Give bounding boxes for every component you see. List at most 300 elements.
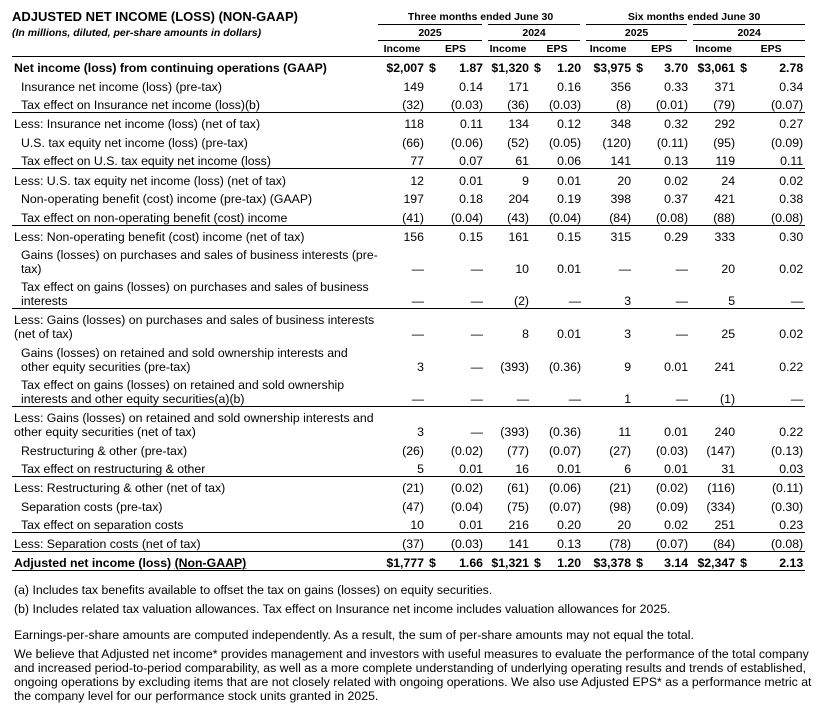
income-value: 16 xyxy=(515,462,529,477)
eps-value: 0.02 xyxy=(642,169,690,188)
eps-value: 0.38 xyxy=(779,192,804,207)
row-label: Tax effect on Insurance net income (loss)(b) xyxy=(21,97,260,112)
eps-currency-symbol xyxy=(531,206,540,225)
eps-value: — xyxy=(790,294,804,309)
table-row xyxy=(12,533,805,552)
eps-value: 0.15 xyxy=(435,225,485,244)
eps-currency-symbol xyxy=(531,169,540,188)
income-value: (120) xyxy=(602,135,632,150)
income-value: $1,321 xyxy=(485,552,531,571)
eps-value: 0.27 xyxy=(746,112,805,131)
eps-currency-symbol xyxy=(633,94,642,113)
eps-currency-symbol xyxy=(633,309,642,342)
eps-currency-symbol xyxy=(633,341,642,374)
eps-currency-symbol xyxy=(633,75,642,94)
income-value: 3 xyxy=(417,359,424,374)
eps-value: 0.03 xyxy=(779,462,804,477)
income-value: 171 xyxy=(508,79,529,94)
eps-value: 0.18 xyxy=(459,192,483,207)
eps-currency-symbol xyxy=(531,244,540,277)
eps-currency-symbol xyxy=(531,75,540,94)
eps-currency-symbol xyxy=(737,225,746,244)
eps-value: (0.04) xyxy=(450,210,483,225)
income-value: (26) xyxy=(402,443,424,458)
eps-value: 0.14 xyxy=(459,79,483,94)
income-value: $1,320 xyxy=(485,56,531,75)
income-value: 3 xyxy=(583,309,633,342)
income-value: (98) xyxy=(609,500,632,515)
eps-currency-symbol xyxy=(737,244,746,277)
eps-currency-symbol xyxy=(737,276,746,309)
eps-currency-symbol xyxy=(737,477,746,496)
row-label: Less: Restructuring & other (net of tax) xyxy=(12,477,378,496)
eps-value: 0.02 xyxy=(746,169,805,188)
eps-value: 0.01 xyxy=(459,462,483,477)
belief-statement: We believe that Adjusted net income* provides management and investors with useful measures to evaluate the performance of the total company and increased period-to-period comparability, as well as a more complete understanding of underlying operating results and trends of established, ongoing operations by excluding items that are not closely related with ongoing operations. We also use Adjusted EPS* as a performance metric at the company level for our performance stock units granted in 2025. xyxy=(14,647,812,703)
eps-currency-symbol xyxy=(426,341,435,374)
eps-currency-symbol xyxy=(531,458,540,477)
row-label: Tax effect on gains (losses) on retained and sold ownership interests and other equity securities(a)(b) xyxy=(21,377,345,406)
eps-value: — xyxy=(435,309,485,342)
eps-currency-symbol: $ xyxy=(531,552,540,571)
adjusted-net-income-table xyxy=(12,8,805,571)
income-value: 356 xyxy=(610,79,632,94)
eps-currency-symbol xyxy=(426,75,435,94)
income-value: (393) xyxy=(500,359,529,374)
eps-value: 0.13 xyxy=(540,533,583,552)
table-row xyxy=(12,112,805,131)
eps-currency-symbol: $ xyxy=(531,56,540,75)
eps-value: 0.01 xyxy=(642,406,690,439)
eps-currency-symbol xyxy=(633,406,642,439)
footnotes xyxy=(14,583,814,703)
eps-currency-symbol xyxy=(531,477,540,496)
eps-value: (0.36) xyxy=(540,406,583,439)
income-value: 24 xyxy=(690,169,737,188)
eps-value: 1.20 xyxy=(540,552,583,571)
income-value: 333 xyxy=(690,225,737,244)
row-label: Tax effect on non-operating benefit (cost) income xyxy=(21,210,288,225)
income-value: 10 xyxy=(410,518,424,533)
income-value: (88) xyxy=(713,210,736,225)
table-row xyxy=(12,150,805,169)
eps-value: — xyxy=(470,262,483,277)
income-value: 241 xyxy=(714,359,736,374)
eps-value: (0.07) xyxy=(771,97,804,112)
income-value: 8 xyxy=(485,309,531,342)
table-row xyxy=(12,169,805,188)
table-subtitle: (In millions, diluted, per-share amounts in dollars) xyxy=(12,27,262,39)
table-row xyxy=(12,514,805,533)
eps-currency-symbol xyxy=(737,206,746,225)
eps-value: 0.33 xyxy=(664,79,689,94)
eps-value: 0.01 xyxy=(540,169,583,188)
income-value: (47) xyxy=(402,500,424,515)
income-value: 31 xyxy=(721,462,736,477)
eps-value: 0.02 xyxy=(779,262,804,277)
eps-value: 0.01 xyxy=(459,518,483,533)
income-value: (66) xyxy=(402,135,424,150)
column-header-income: Income xyxy=(489,42,527,55)
eps-value: — xyxy=(568,294,582,309)
row-label: Gains (losses) on retained and sold ownership interests and other equity securities (pre-tax) xyxy=(21,345,348,374)
eps-currency-symbol xyxy=(633,276,642,309)
eps-value: 0.34 xyxy=(779,79,804,94)
income-value: (78) xyxy=(583,533,633,552)
eps-currency-symbol xyxy=(633,533,642,552)
row-label: Tax effect on U.S. tax equity net income (loss) xyxy=(21,154,271,169)
income-value: 421 xyxy=(714,192,736,207)
row-label: Net income (loss) from continuing operations (GAAP) xyxy=(12,56,378,75)
table-row xyxy=(12,477,805,496)
income-value: 5 xyxy=(417,462,424,477)
eps-value: 0.02 xyxy=(664,518,689,533)
table-row xyxy=(12,309,805,342)
eps-currency-symbol xyxy=(426,150,435,169)
eps-value: (0.07) xyxy=(642,533,690,552)
income-value: 10 xyxy=(515,262,529,277)
eps-currency-symbol xyxy=(737,514,746,533)
income-value: 6 xyxy=(624,462,632,477)
table-row xyxy=(12,56,805,75)
income-value: 5 xyxy=(728,294,736,309)
income-value: 9 xyxy=(485,169,531,188)
eps-value: (0.03) xyxy=(548,97,582,112)
eps-value: 0.30 xyxy=(746,225,805,244)
income-value: (147) xyxy=(706,443,736,458)
eps-value: (0.11) xyxy=(746,477,805,496)
eps-currency-symbol xyxy=(426,206,435,225)
eps-value: 0.11 xyxy=(435,112,485,131)
eps-value: — xyxy=(470,294,483,309)
row-label: Less: Separation costs (net of tax) xyxy=(12,533,378,552)
eps-value: (0.04) xyxy=(450,500,483,515)
table-row xyxy=(12,406,805,439)
eps-currency-symbol xyxy=(426,514,435,533)
eps-value: (0.08) xyxy=(746,533,805,552)
eps-value: (0.01) xyxy=(655,97,689,112)
income-value: (77) xyxy=(507,443,529,458)
year-header: 2024 xyxy=(690,24,805,40)
eps-currency-symbol xyxy=(633,458,642,477)
eps-currency-symbol xyxy=(633,225,642,244)
eps-currency-symbol: $ xyxy=(737,56,746,75)
eps-value: — xyxy=(470,391,483,406)
eps-currency-symbol xyxy=(426,495,435,514)
row-label-underlined: (Non-GAAP) xyxy=(174,556,247,571)
eps-value: 0.01 xyxy=(557,462,582,477)
income-value: $3,975 xyxy=(583,56,633,75)
table-row xyxy=(12,206,805,225)
eps-currency-symbol xyxy=(426,169,435,188)
eps-value: (0.30) xyxy=(771,500,804,515)
row-label: Less: U.S. tax equity net income (loss) (net of tax) xyxy=(12,169,378,188)
eps-currency-symbol xyxy=(426,225,435,244)
row-label: Separation costs (pre-tax) xyxy=(21,500,163,515)
eps-value: (0.36) xyxy=(548,359,582,374)
income-value: (393) xyxy=(485,406,531,439)
income-value: 141 xyxy=(610,154,632,169)
eps-currency-symbol xyxy=(426,188,435,207)
income-value: $3,061 xyxy=(690,56,737,75)
eps-currency-symbol xyxy=(633,477,642,496)
eps-value: 0.29 xyxy=(642,225,690,244)
eps-currency-symbol xyxy=(633,169,642,188)
eps-currency-symbol: $ xyxy=(426,56,435,75)
income-value: — xyxy=(411,391,424,406)
eps-currency-symbol xyxy=(426,309,435,342)
eps-currency-symbol xyxy=(737,309,746,342)
income-value: (334) xyxy=(706,500,736,515)
eps-value: (0.03) xyxy=(435,533,485,552)
income-value: (41) xyxy=(402,210,424,225)
row-label: Tax effect on separation costs xyxy=(21,518,184,533)
table-row xyxy=(12,244,805,277)
column-header-eps: EPS xyxy=(444,42,466,55)
eps-note: Earnings-per-share amounts are computed independently. As a result, the sum of per-share amounts may not equal the total. xyxy=(14,628,694,642)
eps-currency-symbol xyxy=(737,374,746,407)
eps-currency-symbol xyxy=(737,150,746,169)
eps-value: (0.07) xyxy=(548,443,582,458)
eps-value: 3.70 xyxy=(642,56,690,75)
income-value: 118 xyxy=(378,112,426,131)
eps-value: — xyxy=(642,309,690,342)
eps-value: (0.02) xyxy=(450,443,483,458)
income-value: 292 xyxy=(690,112,737,131)
income-value: (75) xyxy=(507,500,529,515)
income-value: (116) xyxy=(690,477,737,496)
income-value: — xyxy=(378,309,426,342)
table-row xyxy=(12,131,805,150)
table-row xyxy=(12,341,805,374)
income-value: (37) xyxy=(378,533,426,552)
income-value: (84) xyxy=(690,533,737,552)
row-label: Restructuring & other (pre-tax) xyxy=(21,443,188,458)
income-value: $2,007 xyxy=(378,56,426,75)
eps-currency-symbol xyxy=(633,514,642,533)
eps-currency-symbol xyxy=(737,131,746,150)
eps-value: (0.03) xyxy=(450,97,483,112)
eps-value: 0.37 xyxy=(664,192,689,207)
eps-currency-symbol xyxy=(633,439,642,458)
row-label: Less: Non-operating benefit (cost) income (net of tax) xyxy=(12,225,378,244)
eps-currency-symbol xyxy=(531,94,540,113)
row-label: Less: Gains (losses) on purchases and sales of business interests (net of tax) xyxy=(12,309,378,342)
eps-currency-symbol xyxy=(531,514,540,533)
row-label: Tax effect on restructuring & other xyxy=(21,462,206,477)
column-header-eps: EPS xyxy=(760,42,782,55)
eps-currency-symbol xyxy=(737,458,746,477)
income-value: (61) xyxy=(485,477,531,496)
eps-currency-symbol xyxy=(426,112,435,131)
eps-value: 0.02 xyxy=(746,309,805,342)
income-value: $3,378 xyxy=(583,552,633,571)
eps-value: 3.14 xyxy=(642,552,690,571)
eps-currency-symbol xyxy=(531,439,540,458)
year-header: 2025 xyxy=(378,24,485,40)
table-row xyxy=(12,458,805,477)
income-value: 149 xyxy=(403,79,424,94)
eps-value: (0.11) xyxy=(656,135,689,150)
income-value: (2) xyxy=(513,294,529,309)
eps-currency-symbol xyxy=(633,150,642,169)
income-value: 216 xyxy=(508,518,529,533)
eps-value: (0.08) xyxy=(655,210,689,225)
table-row xyxy=(12,276,805,309)
eps-value: (0.09) xyxy=(771,135,804,150)
eps-value: — xyxy=(675,262,689,277)
table-row xyxy=(12,552,805,571)
eps-currency-symbol xyxy=(426,94,435,113)
table-row xyxy=(12,94,805,113)
eps-currency-symbol xyxy=(426,477,435,496)
eps-currency-symbol xyxy=(737,495,746,514)
income-value: 11 xyxy=(583,406,633,439)
eps-value: 0.23 xyxy=(779,518,804,533)
eps-currency-symbol xyxy=(531,309,540,342)
eps-value: 0.01 xyxy=(664,359,689,374)
table-row xyxy=(12,188,805,207)
row-label: Less: Insurance net income (loss) (net of tax) xyxy=(12,112,378,131)
eps-value: 1.20 xyxy=(540,56,583,75)
income-value: 20 xyxy=(721,262,736,277)
eps-value: 0.22 xyxy=(746,406,805,439)
table-row xyxy=(12,225,805,244)
income-value: 197 xyxy=(403,192,424,207)
eps-value: 1.87 xyxy=(435,56,485,75)
table-row xyxy=(12,495,805,514)
eps-currency-symbol xyxy=(531,150,540,169)
row-label: Non-operating benefit (cost) income (pre-tax) (GAAP) xyxy=(21,192,313,207)
income-value: (84) xyxy=(609,210,632,225)
period-six-months: Six months ended June 30 xyxy=(627,10,761,23)
eps-value: (0.04) xyxy=(548,210,582,225)
footnote-b: (b) Includes related tax valuation allowances. Tax effect on Insurance net income includes valuation allowances for 2025. xyxy=(14,602,671,616)
eps-value: — xyxy=(675,391,689,406)
eps-currency-symbol xyxy=(633,112,642,131)
eps-value: 0.12 xyxy=(540,112,583,131)
eps-currency-symbol xyxy=(633,495,642,514)
eps-currency-symbol xyxy=(426,406,435,439)
eps-value: (0.03) xyxy=(655,443,689,458)
income-value: (1) xyxy=(720,391,736,406)
income-value: $2,347 xyxy=(690,552,737,571)
income-value: (27) xyxy=(609,443,632,458)
eps-currency-symbol xyxy=(633,374,642,407)
eps-value: (0.06) xyxy=(540,477,583,496)
eps-value: (0.06) xyxy=(450,135,483,150)
income-value: 371 xyxy=(714,79,736,94)
eps-currency-symbol xyxy=(737,406,746,439)
income-value: 156 xyxy=(378,225,426,244)
column-header-income: Income xyxy=(695,42,732,55)
income-value: 240 xyxy=(690,406,737,439)
eps-currency-symbol xyxy=(426,458,435,477)
income-value: 251 xyxy=(714,518,736,533)
eps-currency-symbol xyxy=(531,131,540,150)
eps-currency-symbol: $ xyxy=(633,56,642,75)
eps-currency-symbol xyxy=(531,276,540,309)
income-value: (52) xyxy=(507,135,529,150)
table-row xyxy=(12,439,805,458)
income-value: — xyxy=(411,294,424,309)
income-value: 20 xyxy=(583,169,633,188)
eps-value: 0.07 xyxy=(459,154,483,169)
eps-currency-symbol xyxy=(737,75,746,94)
income-value: 20 xyxy=(617,518,632,533)
income-value: (95) xyxy=(713,135,736,150)
eps-value: 0.01 xyxy=(664,462,689,477)
income-value: 119 xyxy=(715,154,736,169)
income-value: (21) xyxy=(583,477,633,496)
income-value: 61 xyxy=(515,154,529,169)
eps-value: (0.02) xyxy=(642,477,690,496)
eps-value: — xyxy=(470,359,483,374)
eps-currency-symbol xyxy=(737,112,746,131)
eps-currency-symbol xyxy=(426,439,435,458)
income-value: 3 xyxy=(378,406,426,439)
income-value: 1 xyxy=(624,391,632,406)
eps-value: 0.32 xyxy=(642,112,690,131)
eps-currency-symbol xyxy=(633,131,642,150)
income-value: (36) xyxy=(507,97,529,112)
income-value: 9 xyxy=(624,359,632,374)
year-header: 2024 xyxy=(485,24,583,40)
income-value: 204 xyxy=(508,192,529,207)
row-label-text: Adjusted net income (loss) xyxy=(14,556,175,571)
footnote-a: (a) Includes tax benefits available to offset the tax on gains (losses) on equity securities. xyxy=(14,583,493,597)
eps-value: 0.01 xyxy=(435,169,485,188)
income-value: 141 xyxy=(485,533,531,552)
eps-value: 0.20 xyxy=(557,518,582,533)
eps-value: 0.13 xyxy=(664,154,689,169)
income-value: — xyxy=(618,262,632,277)
eps-currency-symbol: $ xyxy=(737,552,746,571)
income-value: 315 xyxy=(583,225,633,244)
eps-value: 1.66 xyxy=(435,552,485,571)
income-value: (43) xyxy=(507,210,529,225)
eps-currency-symbol xyxy=(531,112,540,131)
eps-currency-symbol xyxy=(737,341,746,374)
column-header-income: Income xyxy=(589,42,627,55)
row-label xyxy=(12,552,378,571)
row-label: Gains (losses) on purchases and sales of business interests (pre-tax) xyxy=(21,248,378,277)
income-value: (21) xyxy=(378,477,426,496)
eps-value: (0.07) xyxy=(548,500,582,515)
table-row xyxy=(12,75,805,94)
income-value: — xyxy=(516,391,529,406)
eps-value: (0.13) xyxy=(771,443,804,458)
eps-value: 0.06 xyxy=(557,154,582,169)
eps-currency-symbol xyxy=(633,244,642,277)
eps-value: (0.09) xyxy=(655,500,689,515)
eps-value: 0.19 xyxy=(557,192,582,207)
column-header-income: Income xyxy=(383,42,421,55)
eps-currency-symbol xyxy=(633,188,642,207)
eps-currency-symbol xyxy=(737,533,746,552)
income-value: 77 xyxy=(410,154,424,169)
eps-currency-symbol xyxy=(531,533,540,552)
eps-currency-symbol xyxy=(426,533,435,552)
row-label: Less: Gains (losses) on retained and sold ownership interests and other equity securities (net of tax) xyxy=(12,406,378,439)
eps-value: (0.05) xyxy=(548,135,582,150)
income-value: 348 xyxy=(583,112,633,131)
eps-value: 0.01 xyxy=(557,262,582,277)
eps-currency-symbol xyxy=(737,439,746,458)
column-header-eps: EPS xyxy=(651,42,673,55)
income-value: 134 xyxy=(485,112,531,131)
eps-currency-symbol: $ xyxy=(633,552,642,571)
